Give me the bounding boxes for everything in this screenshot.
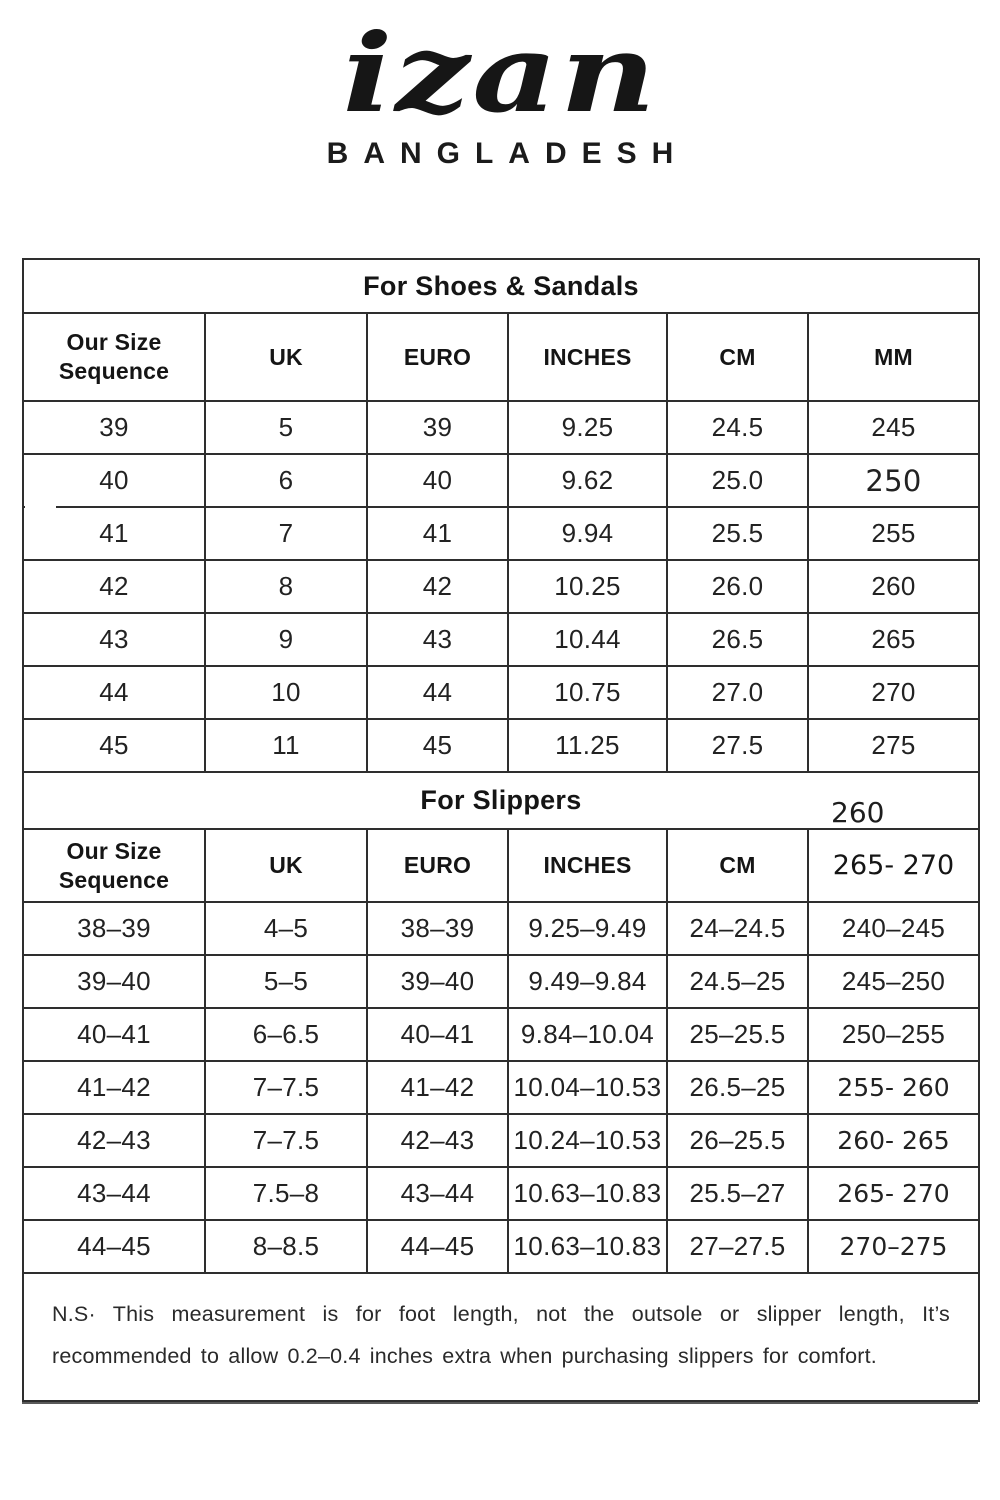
table-cell: 6 [205,454,367,507]
table-cell: 26.5–25 [667,1061,808,1114]
note-row [23,1273,979,1401]
table-cell: 10.44 [508,613,667,666]
table-cell: 10.63–10.83 [508,1167,667,1220]
table-cell: 9 [205,613,367,666]
shoes-table-title-row [23,259,979,313]
slippers-table-row [23,1008,979,1061]
brand-logo-script: izan [342,11,658,137]
table-cell: 11.25 [508,719,667,772]
table-cell: 255 [808,507,979,560]
table-cell: 27.5 [667,719,808,772]
slippers-column-header: Our Size Sequence [23,829,205,902]
table-cell: 41–42 [23,1061,205,1114]
shoes-table-row [23,666,979,719]
table-cell: 25.5 [667,507,808,560]
table-cell: 10 [205,666,367,719]
slippers-table-row [23,1167,979,1220]
slippers-table-row [23,1114,979,1167]
table-cell: 39 [367,401,508,454]
table-cell: 40 [23,454,205,507]
slippers-table-row [23,955,979,1008]
table-cell: 9.25–9.49 [508,902,667,955]
table-cell: 9.49–9.84 [508,955,667,1008]
table-cell: 270 [808,666,979,719]
table-cell: 250 [808,454,979,507]
table-cell: 245–250 [808,955,979,1008]
table-cell: 43–44 [367,1167,508,1220]
table-cell: 10.63–10.83 [508,1220,667,1273]
table-cell: 5–5 [205,955,367,1008]
table-cell: 5 [205,401,367,454]
table-cell: 42 [23,560,205,613]
table-cell: 7.5–8 [205,1167,367,1220]
table-cell: 265 [808,613,979,666]
table-cell: 42–43 [23,1114,205,1167]
shoes-table-title: For Shoes & Sandals [23,259,979,313]
table-cell: 7 [205,507,367,560]
table-cell: 42 [367,560,508,613]
table-cell: 38–39 [367,902,508,955]
table-cell: 11 [205,719,367,772]
table-cell: 38–39 [23,902,205,955]
table-cell: 43–44 [23,1167,205,1220]
slippers-table-row [23,902,979,955]
table-cell: 7–7.5 [205,1061,367,1114]
table-cell: 39–40 [367,955,508,1008]
shoes-column-header: CM [667,313,808,401]
table-cell: 45 [23,719,205,772]
slippers-column-header: INCHES [508,829,667,902]
table-cell: 9.62 [508,454,667,507]
table-cell: 40–41 [23,1008,205,1061]
table-cell: 44–45 [367,1220,508,1273]
table-cell: 240–245 [808,902,979,955]
shoes-table-row [23,454,979,507]
sheet-bottom-edge [22,1402,978,1404]
slippers-table-row [23,1061,979,1114]
table-cell: 10.75 [508,666,667,719]
shoes-column-header: EURO [367,313,508,401]
overlay-mm-value: 260 [831,796,885,829]
table-cell: 41–42 [367,1061,508,1114]
table-cell: 4–5 [205,902,367,955]
table-cell: 39–40 [23,955,205,1008]
size-table [22,258,980,1402]
shoes-table-row [23,560,979,613]
table-cell: 8 [205,560,367,613]
table-cell: 27.0 [667,666,808,719]
size-chart-sheet [22,258,980,1402]
table-cell: 26.5 [667,613,808,666]
table-cell: 44 [23,666,205,719]
table-cell: 260 [808,560,979,613]
table-cell: 6–6.5 [205,1008,367,1061]
table-cell: 26–25.5 [667,1114,808,1167]
table-cell: 25.5–27 [667,1167,808,1220]
table-cell: 39 [23,401,205,454]
shoes-column-header: Our Size Sequence [23,313,205,401]
table-cell: 275 [808,719,979,772]
table-cell: 10.25 [508,560,667,613]
table-cell: 26.0 [667,560,808,613]
table-cell: 8–8.5 [205,1220,367,1273]
table-cell: 25–25.5 [667,1008,808,1061]
brand-logo-subtitle: BANGLADESH [326,137,689,171]
table-cell: 260- 265 [808,1114,979,1167]
table-cell: 45 [367,719,508,772]
table-cell: 9.25 [508,401,667,454]
table-cell: 9.84–10.04 [508,1008,667,1061]
slippers-table-row [23,1220,979,1273]
slippers-column-header: EURO [367,829,508,902]
table-cell: 43 [23,613,205,666]
shoes-table-row [23,401,979,454]
table-cell: 7–7.5 [205,1114,367,1167]
table-cell: 42–43 [367,1114,508,1167]
slippers-column-header: 265- 270 [808,829,979,902]
table-cell: 41 [367,507,508,560]
shoes-table-row [23,719,979,772]
table-cell: 255- 260 [808,1061,979,1114]
table-cell: 44 [367,666,508,719]
table-cell: 24.5 [667,401,808,454]
table-cell: 24–24.5 [667,902,808,955]
slippers-column-header: CM [667,829,808,902]
brand-logo [0,11,1000,171]
shoes-header-row [23,313,979,401]
shoes-column-header: MM [808,313,979,401]
shoes-table-row [23,507,979,560]
shoes-column-header: INCHES [508,313,667,401]
shoes-column-header: UK [205,313,367,401]
table-cell: 270–275 [808,1220,979,1273]
table-cell: 40 [367,454,508,507]
table-cell: 24.5–25 [667,955,808,1008]
measurement-note: N.S· This measurement is for foot length, not the outsole or slipper length, It’s recommended to allow 0.2–0.4 inches extra when purchasing slippers for comfort. [23,1273,979,1401]
table-cell: 245 [808,401,979,454]
slippers-column-header: UK [205,829,367,902]
table-cell: 27–27.5 [667,1220,808,1273]
table-cell: 25.0 [667,454,808,507]
table-cell: 44–45 [23,1220,205,1273]
table-cell: 10.24–10.53 [508,1114,667,1167]
table-cell: 10.04–10.53 [508,1061,667,1114]
table-cell: 40–41 [367,1008,508,1061]
slippers-table-title: For Slippers [23,772,979,829]
slippers-header-row [23,829,979,902]
border-gap-artifact [25,500,56,511]
table-cell: 41 [23,507,205,560]
shoes-table-row [23,613,979,666]
table-cell: 265- 270 [808,1167,979,1220]
table-cell: 250–255 [808,1008,979,1061]
table-cell: 9.94 [508,507,667,560]
table-cell: 43 [367,613,508,666]
